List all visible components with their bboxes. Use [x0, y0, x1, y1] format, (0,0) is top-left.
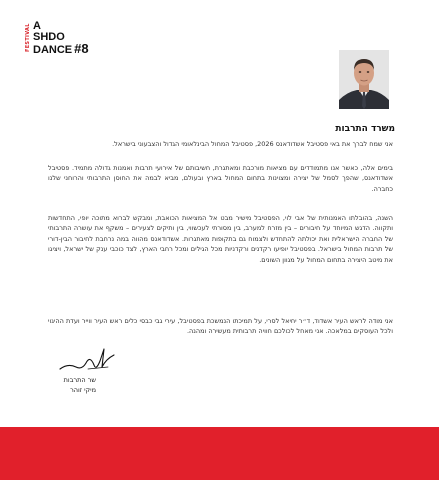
ashdodance-logo [24, 21, 104, 55]
minister-portrait [339, 50, 389, 109]
letter-paragraph-4 [48, 316, 393, 337]
footer-red-bar [0, 427, 439, 480]
signature-block [52, 376, 96, 395]
letter-paragraph-3 [48, 213, 393, 265]
signature-image [58, 345, 118, 375]
paragraph-text: אני מודה לראש העיר אשדוד, ד״ר יחיאל לסרי, על תמיכתו הנמשכת בפסטיבל, עירי גבי כבסי כלים ראש העיר ווייר ועדת ההיגוי ולכל העוסקים במלאכה. אני מאחל לכולכם חוויה תרבותית מעשירה ומהנה. [48, 317, 393, 336]
signatory-role: שר התרבות [63, 376, 96, 384]
letter-paragraph-2 [48, 163, 393, 194]
letter-title: משרד התרבות [335, 124, 395, 134]
logo-festival-text: FESTIVAL [25, 23, 31, 53]
portrait-image [339, 50, 389, 109]
logo-line-2: SHDO [33, 31, 65, 43]
logo-letter-a: A [33, 20, 41, 32]
logo-line-3 [33, 43, 89, 56]
handwritten-signature [58, 345, 118, 375]
paragraph-text: השנה, בהובלתו האמנותית של אבי לוי, הפסטיבל מישיר מבט אל המציאות הכואבת, ומבקש לברוא מתוכה יופי, התחדשות ותקווה. הדגש המיוחד על חיבורים – בין מזרח למערב, בין מסורתי לעכשווי, בין ותיקים לצעירים – משקף את עושרה התרבותי של החברה הישראלית ואת יכולתה להתחדש ולצמוח גם בתקופות מאתגרות. אשדודאנס מהווה במה נרחבת לחיבור הבין-דורי של תרבות המחול בישראל. בפסטיבל יופיעו רקדנים ורקדניות מכל הגילים ומכל רחבי הארץ, לצד כוכבי ענק של ישראל, ויציגו את מיטב היצירה בתחום המחול על מגוון השונים. [48, 214, 393, 264]
paragraph-text: אני שמח לברך את באי פסטיבל אשדודאנס 2026, פסטיבל המחול הבינלאומי הגדול והצבעוני בישראל. [112, 140, 393, 148]
logo-word-dance: DANCE [33, 44, 73, 56]
paragraph-text: בימים אלה, כאשר אנו מתמודדים עם מציאות מורכבת ומאתגרת, חשיבותם של אירועי תרבות ואמנות גדולה מתמיד. פסטיבל אשדודאנס, שהפך לסמל של יצירה ומצוינות בתחום המחול בארץ ובעולם, מביא לבמה את החוסן התרבותי והרוחני שלנו כחברה. [48, 164, 393, 193]
logo-edition-number: #8 [74, 41, 89, 56]
signatory-name: מיקי זוהר [70, 385, 96, 394]
letter-paragraph-1 [48, 139, 393, 149]
